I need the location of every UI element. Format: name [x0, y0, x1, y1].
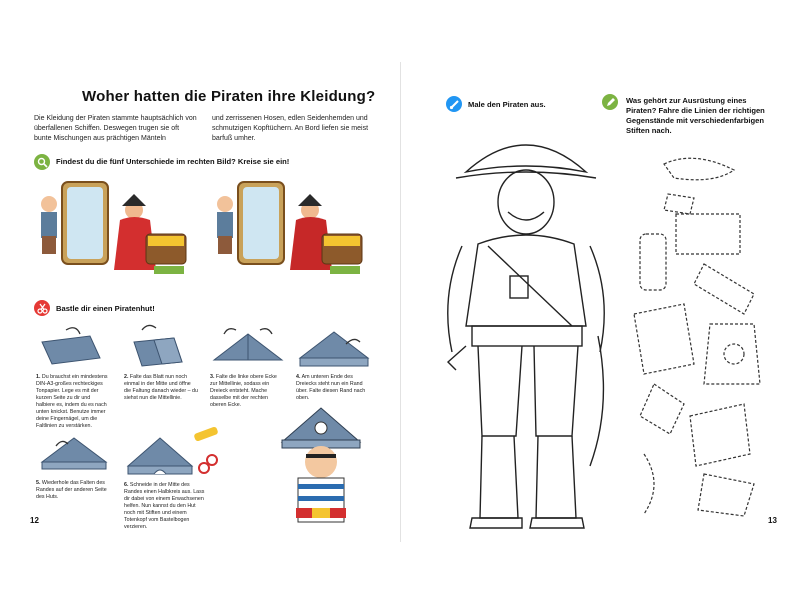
fold-step-6-diagram [124, 420, 224, 482]
right-page [402, 62, 782, 542]
page-number-right: 13 [768, 516, 777, 525]
pirate-mirror-image-right [210, 174, 370, 284]
fold-step-1-diagram [36, 324, 106, 372]
scissors-icon [34, 300, 50, 316]
fold-step-5-diagram [36, 426, 112, 474]
pencil-icon [602, 94, 618, 110]
task-craft-hat: Bastle dir einen Piratenhut! [56, 304, 155, 313]
step-1-text: 1. Du brauchst ein mindestens DIN-A3-großes rechteckiges Tonpapier. Lege es mit der kurzen Seite zu dir und halbiere es, indem du es nach unten knickst. Benutze immer deine Fingernägel, um die Faltlinien zu verstärken. [36, 374, 108, 429]
paintbrush-icon [446, 96, 462, 112]
left-page [24, 62, 400, 542]
task-paint-pirate: Male den Piraten aus. [468, 100, 546, 109]
fold-step-2-diagram [124, 320, 194, 372]
page-number-left: 12 [30, 516, 39, 525]
fold-step-3-diagram [210, 320, 286, 372]
step-2-text: 2. Falte das Blatt nun noch einmal in der Mitte und öffne die Faltung danach wieder – du siehst nun die Mittellinie. [124, 374, 198, 401]
dashed-equipment-tracing [624, 154, 774, 526]
step-4-text: 4. Am unteren Ende des Dreiecks steht nun ein Rand über. Falte diesen Rand nach oben. [296, 374, 366, 401]
intro-text-col1: Die Kleidung der Piraten stammte hauptsächlich von überfallenen Schiffen. Deswegen trugen sie oft bunte Mischungen aus prächtigen Mänteln [34, 115, 197, 142]
book-spine [400, 62, 401, 542]
step-3-text: 3. Falte die linke obere Ecke zur Mittellinie, sodass ein Dreieck entsteht. Mache dasselbe mit der rechten oberen Ecke. [210, 374, 277, 408]
page-title: Woher hatten die Piraten ihre Kleidung? [82, 88, 376, 105]
fold-step-4-diagram [296, 320, 372, 372]
intro-text-col2: und zerrissenen Hosen, edlen Seidenhemden und schmutzigen Kopftüchern. An Bord liefen sie meist barfuß umher. [212, 115, 369, 142]
task-trace-equipment: Was gehört zur Ausrüstung eines Piraten? Fahre die Linien der richtigen Gegenstände mit verschiedenfarbigen Stiften nach. [626, 96, 765, 135]
task-find-differences: Findest du die fünf Unterschiede im rechten Bild? Kreise sie ein! [56, 157, 290, 166]
pirate-coloring-outline [426, 126, 626, 538]
step-6-text: 6. Schneide in der Mitte des Randes einen Halbkreis aus. Lass dir dabei von einem Erwachsenen helfen. Nun kannst du den Hut noch mit Stiften und einem Totenkopf vom Bastelbogen verzieren. [124, 482, 205, 530]
pirate-mirror-image-left [34, 174, 194, 284]
step-5-text: 5. Wiederhole das Falten des Randes auf der anderen Seite des Huts. [36, 480, 107, 500]
boy-pirate-illustration [276, 404, 366, 536]
magnifier-icon [34, 154, 50, 170]
